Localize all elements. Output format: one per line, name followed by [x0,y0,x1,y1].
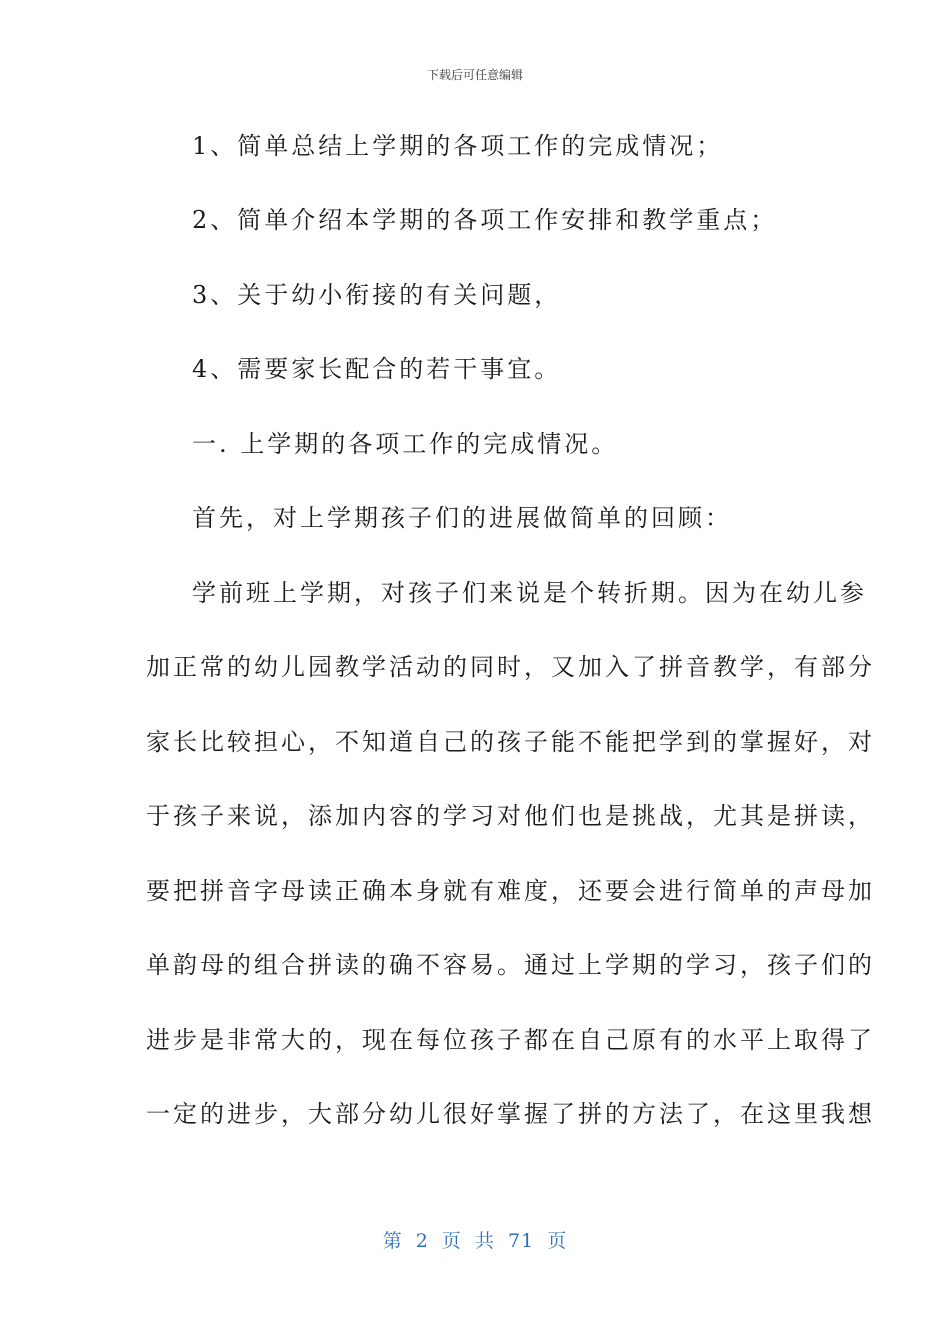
intro-text: 首先，对上学期孩子们的进展做简单的回顾： [192,504,732,532]
header-note: 下载后可任意编辑 [426,68,523,82]
list-item: 1、简单总结上学期的各项工作的完成情况； [192,132,724,160]
paragraph-line: 加正常的幼儿园教学活动的同时，又加入了拼音教学，有部分 [146,653,875,681]
list-item: 3、关于幼小衔接的有关问题， [192,281,562,309]
paragraph-line: 要把拼音字母读正确本身就有难度，还要会进行简单的声母加 [146,877,875,905]
paragraph-line: 家长比较担心，不知道自己的孩子能不能把学到的掌握好，对 [146,728,875,756]
list-item: 4、需要家长配合的若干事宜。 [192,355,562,383]
list-item: 2、简单介绍本学期的各项工作安排和教学重点； [192,206,778,234]
paragraph-line: 一定的进步，大部分幼儿很好掌握了拼的方法了，在这里我想 [146,1100,875,1128]
section-heading: 一. 上学期的各项工作的完成情况。 [192,430,619,458]
paragraph-line: 进步是非常大的，现在每位孩子都在自己原有的水平上取得了 [146,1026,875,1054]
paragraph-line: 单韵母的组合拼读的确不容易。通过上学期的学习，孩子们的 [146,951,875,979]
paragraph-line: 学前班上学期，对孩子们来说是个转折期。因为在幼儿参 [192,579,867,607]
page-number: 第 2 页 共 71 页 [382,1230,568,1252]
paragraph-line: 于孩子来说，添加内容的学习对他们也是挑战，尤其是拼读， [146,802,875,830]
